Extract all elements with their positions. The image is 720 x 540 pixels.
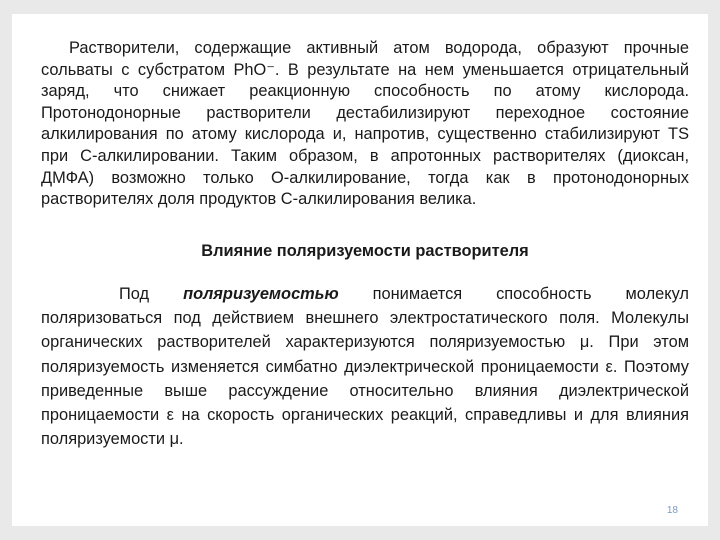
section-heading: Влияние поляризуемости растворителя (201, 242, 529, 260)
emphasized-term: поляризуемостью (183, 285, 339, 303)
slide (12, 14, 708, 526)
paragraph-lead: Под (119, 285, 184, 303)
paragraph-solvation-text: Растворители, содержащие активный атом водорода, образуют прочные сольваты с субстратом PhO⁻. В результате на нем уменьшается отрицательный заряд, что снижает реакционную способность по атому кислорода. Протонодонорные растворители дестабилизируют переходное состояние алкилирования по атому кислорода и, напротив, существенно стабилизируют TS при С-алкилировании. Таким образом, в апротонных растворителях (диоксан, ДМФА) возможно только О-алкилирование, тогда как в протонодонорных растворителях доля продуктов С-алкилирования велика. (41, 39, 689, 209)
paragraph-solvation (41, 38, 689, 211)
paragraph-rest: понимается способность молекул поляризоваться под действием внешнего электростатического поля. Молекулы органических растворителей характеризуются поляризуемостью μ. При этом поляризуемость изменяется симбатно диэлектрической проницаемости ε. Поэтому приведенные выше рассуждение относительно влияния диэлектрической проницаемости ε на скорость органических реакций, справедливы и для влияния поляризуемости μ. (41, 285, 690, 449)
paragraph-polarizability (41, 282, 689, 451)
page-number: 18 (666, 505, 678, 516)
